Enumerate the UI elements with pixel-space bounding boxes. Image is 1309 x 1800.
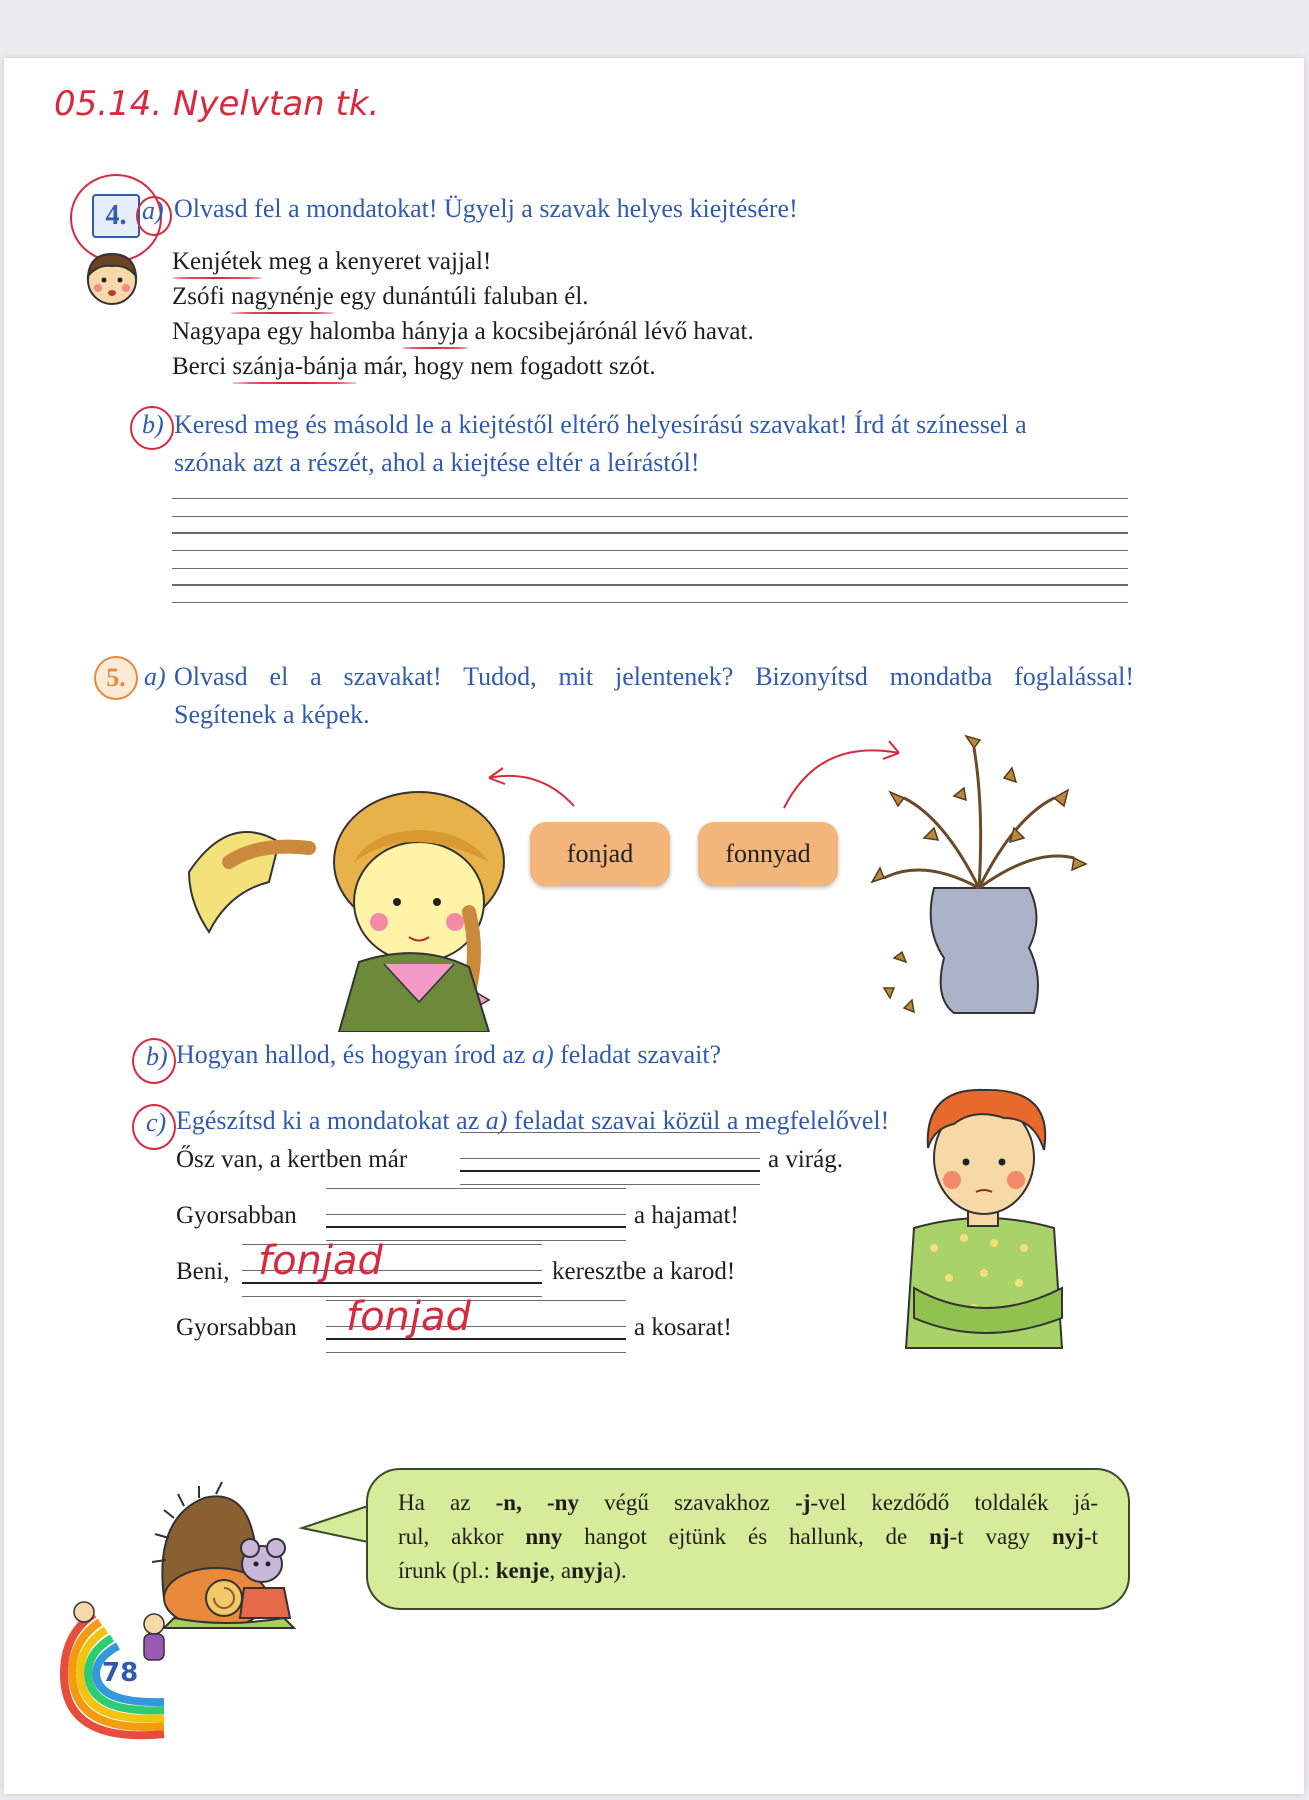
text-segment: Nagyapa egy halomba [172, 318, 402, 345]
answer-guide-line [460, 1184, 760, 1185]
task-4a-letter: a) [142, 196, 164, 225]
task-5-number-circle: 5. [94, 656, 138, 700]
writing-line[interactable] [172, 498, 1128, 499]
text-segment: egy dunántúli faluban él. [333, 283, 589, 310]
fill-sentence-2-pre: Gyorsabban [176, 1202, 297, 1229]
underlined-word: szánja-bánja [232, 349, 357, 384]
text-segment: hangot ejtünk és hallunk, de [562, 1524, 930, 1549]
task-4b-letter: b) [142, 410, 164, 439]
text-segment: Zsófi [172, 283, 232, 310]
sentence-1 [172, 244, 754, 279]
fill-sentence-4-pre: Gyorsabban [176, 1314, 297, 1341]
underlined-word: Kenjétek [172, 244, 262, 279]
worksheet-page [4, 58, 1304, 1794]
sentence-4 [172, 349, 754, 384]
writing-line[interactable] [172, 532, 1128, 534]
task-5c-letter: c) [146, 1108, 167, 1137]
text-segment: feladat szavai közül a megfelelővel! [507, 1106, 890, 1135]
fill-sentence-2-post: a hajamat! [634, 1202, 739, 1229]
fill-sentence-1-post: a virág. [768, 1146, 843, 1173]
text-segment: meg a kenyeret vajjal! [262, 248, 492, 275]
answer-guide-line [326, 1188, 626, 1189]
answer-line[interactable] [326, 1226, 626, 1228]
fill-sentence-4-post: a kosarat! [634, 1314, 732, 1341]
text-segment: , a [549, 1558, 572, 1583]
text-segment: nyj [571, 1558, 604, 1583]
page-number: 78 [102, 1658, 139, 1688]
task-4-number-box: 4. [92, 194, 140, 238]
word-chip-fonnyad: fonnyad [698, 822, 838, 886]
task-4-sentences [172, 244, 754, 384]
answer-guide-line [460, 1158, 760, 1159]
answer-guide-line [326, 1214, 626, 1215]
text-segment: a kocsibejárónál lévő havat. [468, 318, 754, 345]
underlined-word: hányja [402, 314, 469, 349]
fill-sentence-3-post: keresztbe a karod! [552, 1258, 736, 1285]
wilted-plant-vase-illustration [864, 728, 1094, 1028]
text-segment: nny [525, 1524, 563, 1549]
text-segment: nj [929, 1524, 950, 1549]
text-segment: már, hogy nem fogadott szót. [357, 353, 656, 380]
writing-line[interactable] [172, 550, 1128, 551]
text-segment: -t [1083, 1524, 1098, 1549]
boy-face-icon [82, 248, 142, 308]
handwritten-answer-4: fonjad [346, 1294, 471, 1340]
text-segment: végű szavakhoz [578, 1490, 796, 1515]
text-segment: szónak azt a részét, ahol a kiejtése eltér a leírástól! [174, 448, 700, 477]
text-segment: -vel kezdődő toldalék já- [810, 1490, 1098, 1515]
text-segment: -n, -ny [495, 1490, 579, 1515]
writing-line[interactable] [172, 584, 1128, 586]
answer-guide-line [460, 1132, 760, 1133]
task-4b-instruction [174, 406, 1027, 482]
task-5b-instruction [176, 1040, 721, 1070]
text-segment: kenje [495, 1558, 550, 1583]
text-segment: -j [795, 1490, 811, 1515]
answer-line[interactable] [460, 1170, 760, 1172]
text-segment: rul, akkor [398, 1524, 526, 1549]
text-segment: Olvasd el a szavakat! Tudod, mit jelentenek? Bizonyítsd mondatba foglalással! [174, 662, 1134, 691]
task-5a-instruction [174, 658, 1134, 734]
task-4a-instruction: Olvasd fel a mondatokat! Ügyelj a szavak helyes kiejtésére! [174, 194, 798, 223]
text-segment: írunk (pl.: [398, 1558, 496, 1583]
header-note: 05.14. Nyelvtan tk. [54, 84, 380, 124]
handwritten-answer-3: fonjad [258, 1238, 383, 1284]
fill-sentence-3-pre: Beni, [176, 1258, 230, 1285]
task-5b-letter: b) [146, 1042, 168, 1071]
writing-line[interactable] [172, 602, 1128, 603]
text-segment: Keresd meg és másold le a kiejtéstől eltérő helyesírású szavakat! Írd át színessel a [174, 410, 1027, 439]
fill-sentence-1-pre: Ősz van, a kertben már [176, 1146, 408, 1173]
task-5a-letter: a) [144, 662, 166, 691]
text-segment: feladat szavait? [553, 1040, 722, 1069]
sentence-2 [172, 279, 754, 314]
word-chip-fonjad: fonjad [530, 822, 670, 886]
rule-text [398, 1486, 1098, 1588]
text-segment: Segítenek a képek. [174, 700, 370, 729]
text-segment: Berci [172, 353, 233, 380]
text-segment: -t vagy [949, 1524, 1052, 1549]
text-segment: Hogyan hallod, és hogyan írod az [176, 1040, 532, 1069]
writing-line[interactable] [172, 568, 1128, 569]
answer-guide-line [326, 1352, 626, 1353]
text-segment: a). [603, 1558, 627, 1583]
rule-callout [366, 1468, 1130, 1610]
text-segment: a) [485, 1106, 508, 1135]
writing-line[interactable] [172, 516, 1128, 517]
boy-crossed-arms-illustration [894, 1078, 1074, 1358]
text-segment: Ha az [398, 1490, 496, 1515]
text-segment: a) [531, 1040, 554, 1069]
text-segment: Egészítsd ki a mondatokat az [176, 1106, 486, 1135]
underlined-word: nagynénje [231, 279, 334, 314]
sentence-3 [172, 314, 754, 349]
text-segment: nyj [1051, 1524, 1084, 1549]
